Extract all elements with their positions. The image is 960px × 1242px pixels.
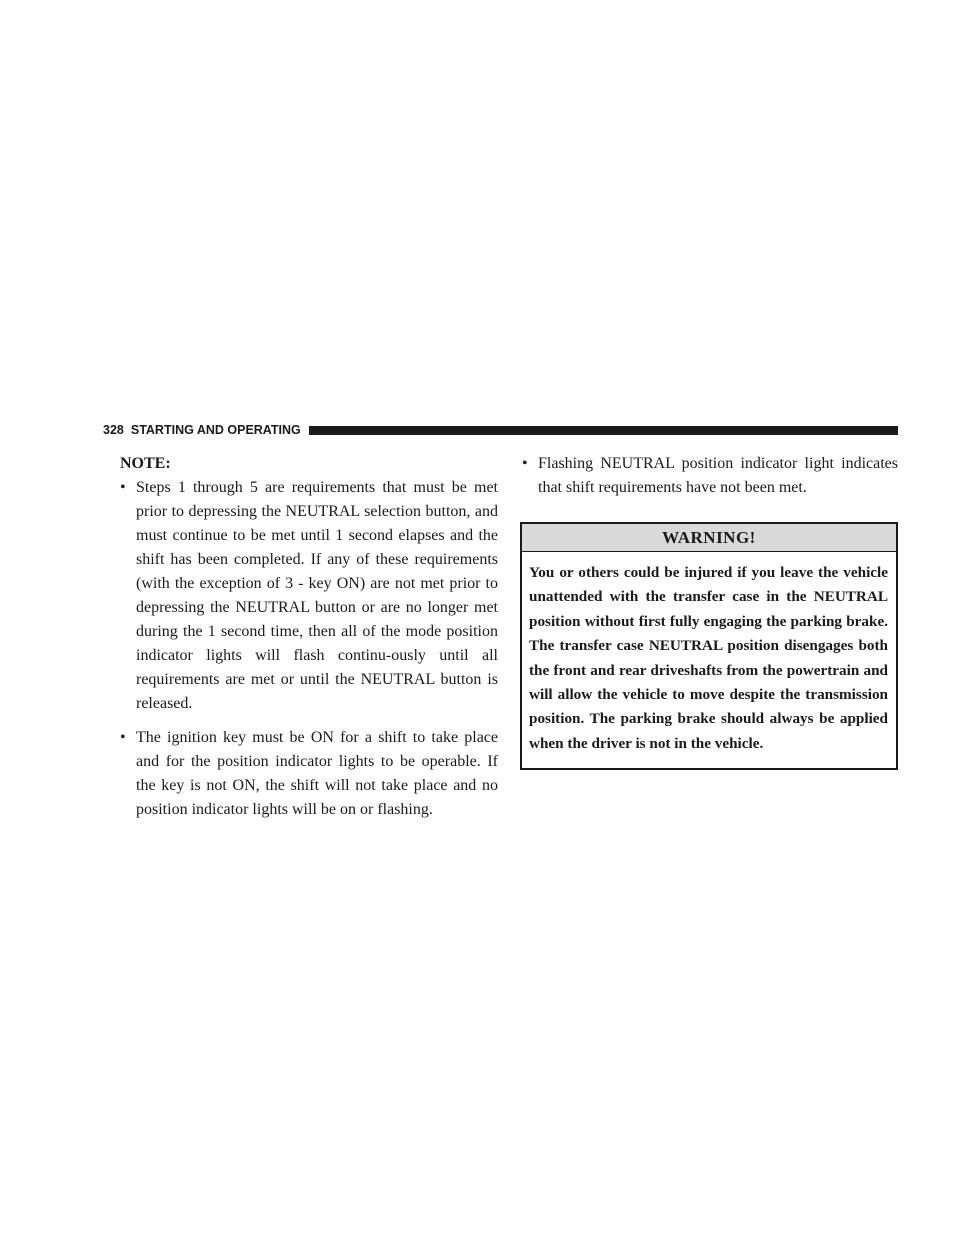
list-item-text: Steps 1 through 5 are requirements that must be met prior to depressing the NEUTRAL selection button, and must continue to be met until 1 second elapses and the shift has been completed. If any of these requirements (with the exception of 3 - key ON) are not met prior to depressing the NEUTRAL button or are no longer met during the 1 second time, then all of the mode position indicator lights will flash continu-ously until all requirements are met or until the NEUTRAL button is released. — [136, 479, 498, 712]
list-item-text: Flashing NEUTRAL position indicator light indicates that shift requirements have not been met. — [538, 455, 898, 496]
warning-body: You or others could be injured if you leave the vehicle unattended with the transfer case in the NEUTRAL position without first fully engaging the parking brake. The transfer case NEUTRAL position disengages both the front and rear driveshafts from the powertrain and will allow the vehicle to move despite the transmission position. The parking brake should always be applied when the driver is not in the vehicle. — [529, 564, 888, 752]
list-item — [118, 726, 498, 822]
warning-title: WARNING! — [522, 524, 896, 552]
page-number: 328 — [103, 423, 124, 437]
note-heading: NOTE: — [120, 455, 171, 472]
right-column — [520, 452, 898, 770]
left-column — [118, 452, 498, 822]
bullet-icon: • — [522, 455, 528, 472]
warning-box — [520, 522, 898, 770]
note-bullet-list — [118, 476, 498, 822]
list-item — [118, 476, 498, 716]
right-bullet-list — [520, 452, 898, 500]
page-header — [103, 421, 898, 439]
list-item — [520, 452, 898, 500]
bullet-icon: • — [120, 729, 126, 746]
section-title: STARTING AND OPERATING — [130, 423, 301, 437]
list-item-text: The ignition key must be ON for a shift to take place and for the position indicator lights to be operable. If the key is not ON, the shift will not take place and no position indicator lights will be on or flashing. — [136, 729, 498, 818]
bullet-icon: • — [120, 479, 126, 496]
header-rule — [309, 426, 898, 435]
